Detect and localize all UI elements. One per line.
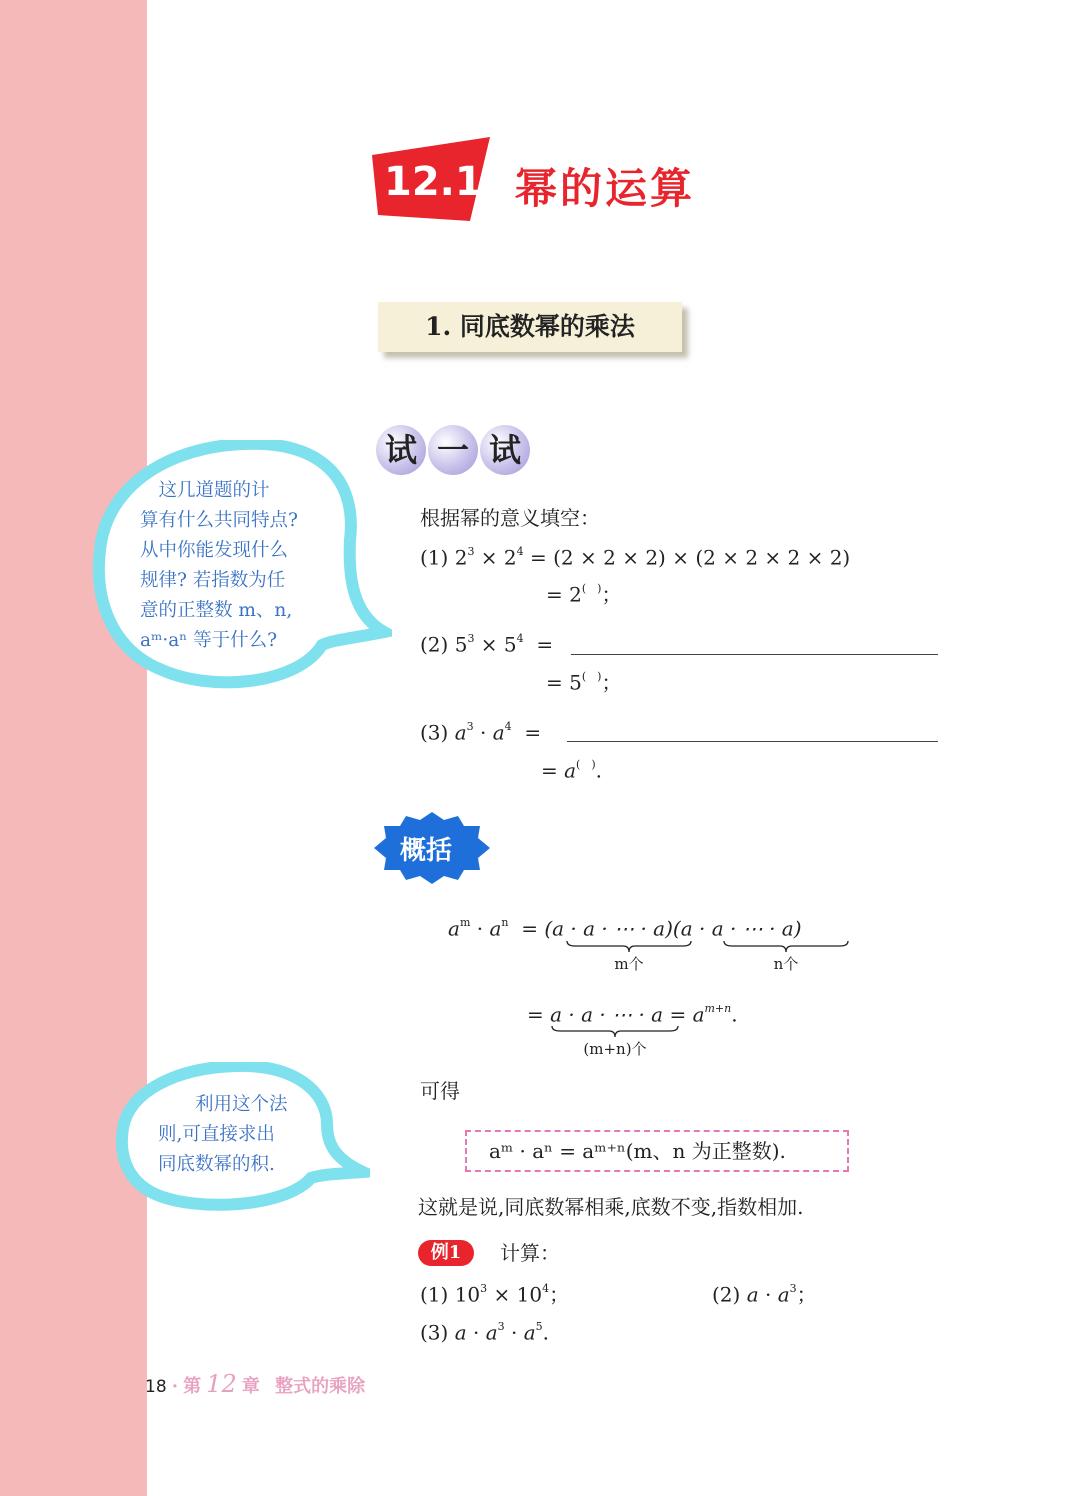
brace-mn-label: (m+n)个 xyxy=(583,1040,647,1058)
bubble-2-line-1: 利用这个法 xyxy=(158,1094,288,1115)
example-item-1: (1) $10^3 \times 10^4$； xyxy=(420,1282,570,1307)
derivation-line-1: $a^m \cdot a^n = (a \cdot a$ · ⋯ · a)(a · a · ⋯ · a) xyxy=(448,916,802,941)
bubble-1-line-5: 意的正整数 m、n, xyxy=(140,600,293,621)
page-number: 18 xyxy=(145,1377,167,1397)
bubble-1-line-3: 从中你能发现什么 xyxy=(140,540,289,561)
exercise-3-result: = a( ). xyxy=(541,758,602,783)
section-number: 12.1 xyxy=(384,159,483,205)
exercise-1-rhs: = (2 × 2 × 2) × (2 × 2 × 2 × 2) xyxy=(530,545,851,570)
bubble-1-line-4: 规律? 若指数为任 xyxy=(140,570,286,591)
page-margin-band xyxy=(0,0,147,1496)
power-rule-formula: aᵐ · aⁿ = aᵐ⁺ⁿ(m、n 为正整数). xyxy=(489,1139,786,1163)
exercise-intro: 根据幂的意义填空： xyxy=(420,506,600,530)
answer-blank-2[interactable]: ( ) xyxy=(581,670,602,683)
exercise-2-line: (2) $5^3 \times 5^4$ = xyxy=(420,632,554,657)
example-item-2: (2) $a \cdot a^3$； xyxy=(712,1282,817,1307)
exercise-3-label: (3) xyxy=(420,720,449,745)
summary-badge xyxy=(372,810,492,886)
bubble-2-line-3: 同底数幂的积. xyxy=(158,1154,275,1175)
answer-blank-1[interactable]: ( ) xyxy=(581,582,602,595)
bubble-1-line-2: 算有什么共同特点? xyxy=(140,510,298,531)
exercise-3-line: (3) $a^3 \cdot a^4$ = xyxy=(420,720,542,745)
bubble-1-line-1: 这几道题的计 xyxy=(140,480,270,501)
section-number-badge xyxy=(370,137,495,225)
bubble-1-line-6: aᵐ·aⁿ 等于什么? xyxy=(140,630,278,651)
brace-n xyxy=(722,938,850,952)
brace-m xyxy=(565,938,693,952)
chapter-number: 12 xyxy=(206,1370,237,1398)
section-title: 幂的运算 xyxy=(515,164,696,213)
bubble-2-line-2: 则,可直接求出 xyxy=(158,1124,275,1145)
exercise-1-result: = 2( )； xyxy=(546,582,622,607)
power-rule-formula-box xyxy=(465,1130,849,1172)
example-badge: 例1 xyxy=(418,1240,474,1266)
exercise-1-label: (1) xyxy=(420,545,449,570)
derivation-expansion: = (a · a · ⋯ · a)(a · a · ⋯ · a) xyxy=(521,916,802,941)
example-item-3: (3) $a \cdot a^3 \cdot a^5$. xyxy=(420,1320,550,1345)
chapter-title: 整式的乘除 xyxy=(275,1376,366,1397)
answer-blank-3[interactable]: ( ) xyxy=(576,758,596,771)
brace-n-label: n个 xyxy=(773,955,799,973)
brace-mn xyxy=(550,1023,680,1037)
exercise-2-label: (2) xyxy=(420,632,449,657)
derivation-line-2: = a · a · ⋯ · $a = a^{m+n}$. xyxy=(527,1002,738,1027)
subsection-heading xyxy=(378,302,682,352)
subsection-title: 1. 同底数幂的乘法 xyxy=(425,312,635,341)
page-footer: 18 · 第 12 章 整式的乘除 xyxy=(145,1370,366,1398)
brace-m-label: m个 xyxy=(614,955,644,973)
example-title: 计算： xyxy=(500,1241,560,1265)
try-it-char-2: 一 xyxy=(428,425,478,475)
exercise-1-line: (1) $2^3 \times 2^4 = (2 \times 2 \times 2) \times (2 \times 2 \times 2 \times 2)$ xyxy=(420,545,851,570)
answer-line-3[interactable] xyxy=(567,741,938,742)
exercise-2-result: = 5( )； xyxy=(546,670,622,695)
conclusion-statement: 这就是说,同底数幂相乘,底数不变,指数相加. xyxy=(418,1195,804,1219)
bubble-2-text xyxy=(158,1090,318,1180)
bubble-1-text xyxy=(140,476,330,656)
conclusion-prefix: 可得 xyxy=(420,1079,460,1103)
answer-line-2[interactable] xyxy=(571,654,938,655)
try-it-char-3: 试 xyxy=(480,425,530,475)
summary-label: 概括 xyxy=(400,836,453,866)
try-it-char-1: 试 xyxy=(376,425,426,475)
